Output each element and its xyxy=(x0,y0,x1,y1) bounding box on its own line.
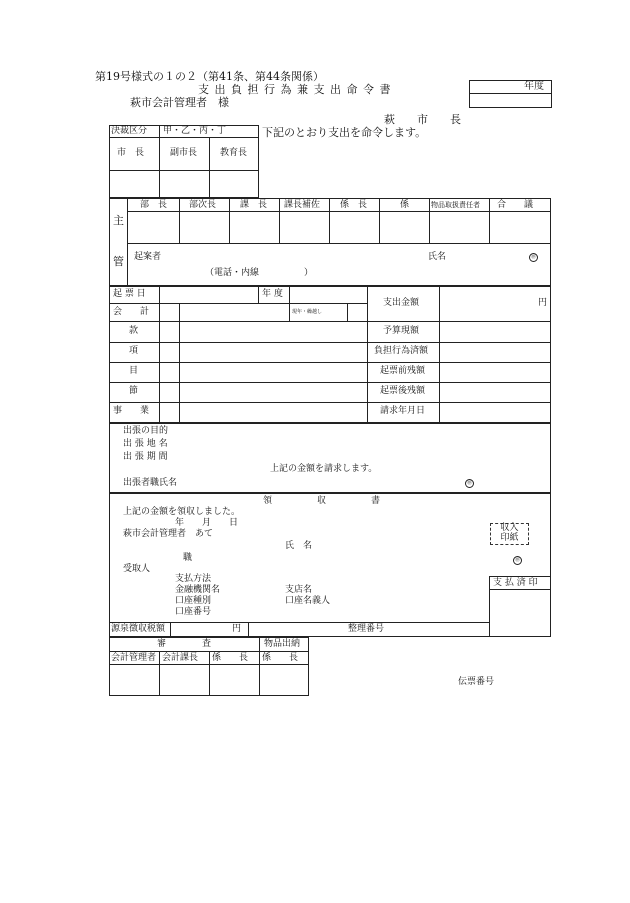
dept-side-top: 主 xyxy=(113,214,124,227)
col-subsection-chief: 係 長 xyxy=(340,200,368,210)
decision-label: 決裁区分 xyxy=(111,126,148,136)
drafter-seal-icon: ㊞ xyxy=(530,254,536,260)
ledger-row-project: 事 業 xyxy=(113,406,150,416)
head-education: 教育長 xyxy=(220,148,248,158)
account-holder-label: 口座名義人 xyxy=(285,596,331,606)
ledger-row-kou: 項 xyxy=(129,346,139,356)
dept-side-bottom: 管 xyxy=(113,255,124,268)
col-section-chief: 課 長 xyxy=(240,200,268,210)
revenue-stamp-text-2: 印紙 xyxy=(500,533,519,543)
account-type-label: 口座種別 xyxy=(175,596,212,606)
receipt-job-label: 職 xyxy=(183,553,193,563)
trip-purpose-label: 出張の目的 xyxy=(123,426,169,436)
post-balance-label: 起票後残額 xyxy=(380,386,426,396)
receipt-title: 領 収 書 xyxy=(263,496,381,506)
withholding-label: 源泉徴収税額 xyxy=(111,624,166,634)
receiver-seal-icon: ㊞ xyxy=(514,557,520,563)
voucher-number-label: 伝票番号 xyxy=(458,677,495,687)
col-staff: 係 xyxy=(400,200,410,210)
form-title: 支 出 負 担 行 為 兼 支 出 命 令 書 xyxy=(198,83,392,96)
col-assistant-chief: 課長補佐 xyxy=(284,200,321,210)
bank-label: 金融機関名 xyxy=(175,585,221,595)
audit-col-subchief: 係 長 xyxy=(212,653,249,663)
fiscal-year-label: 年度 xyxy=(524,81,544,92)
goods-label: 物品出納 xyxy=(264,639,301,649)
trip-period-label: 出 張 期 間 xyxy=(123,452,168,462)
mayor-title: 萩 市 長 xyxy=(384,113,461,126)
form-number: 第19号様式の１の２（第41条、第44条関係） xyxy=(95,70,324,83)
pre-balance-label: 起票前残額 xyxy=(380,366,426,376)
ledger-special-label: 現年・繰越し xyxy=(292,309,323,315)
ledger-account-label: 会 計 xyxy=(113,307,150,317)
account-number-label: 口座番号 xyxy=(175,607,212,617)
request-date-label: 請求年月日 xyxy=(380,406,426,416)
ledger-row-setsu: 節 xyxy=(129,386,139,396)
receipt-to: 萩市会計管理者 あて xyxy=(123,529,214,539)
audit-col-accounting-chief: 会計課長 xyxy=(162,653,199,663)
budget-label: 予算現額 xyxy=(383,326,420,336)
committed-label: 負担行為済額 xyxy=(374,346,429,356)
pay-method-label: 支払方法 xyxy=(175,574,212,584)
traveler-seal-icon: ㊞ xyxy=(466,480,472,486)
traveler-label: 出張者職氏名 xyxy=(123,478,178,488)
branch-label: 支店名 xyxy=(285,585,313,595)
drafter-label: 起案者 xyxy=(134,252,162,262)
goods-col-subchief: 係 長 xyxy=(262,653,299,663)
ledger-date-label: 起 票 日 xyxy=(113,289,146,299)
revenue-stamp-text-1: 収入 xyxy=(500,523,519,533)
ledger-row-kan: 款 xyxy=(129,326,139,336)
col-consultation: 合 議 xyxy=(497,200,534,210)
drafter-name-label: 氏名 xyxy=(428,252,447,262)
amount-label: 支出金額 xyxy=(383,298,420,308)
decision-options[interactable]: 甲・乙・丙・丁 xyxy=(163,126,227,136)
receipt-name-label: 氏 名 xyxy=(285,541,313,551)
audit-label: 審 査 xyxy=(157,639,212,649)
head-mayor: 市 長 xyxy=(117,148,145,158)
receipt-date: 年 月 日 xyxy=(175,518,239,528)
receipt-received-text: 上記の金額を領収しました。 xyxy=(123,507,241,517)
trip-place-label: 出 張 地 名 xyxy=(123,439,168,449)
ledger-year-label: 年 度 xyxy=(262,289,283,299)
head-vice-mayor: 副市長 xyxy=(170,148,198,158)
phone-label: （電話・内線 ） xyxy=(205,268,314,278)
col-goods-manager: 物品取扱責任者 xyxy=(431,201,480,209)
paid-stamp-label: 支 払 済 印 xyxy=(493,578,538,588)
col-deputy-head: 部次長 xyxy=(189,200,217,210)
ledger-row-moku: 目 xyxy=(129,366,139,376)
receiver-label: 受取人 xyxy=(123,564,151,574)
amount-yen: 円 xyxy=(538,298,548,308)
col-dept-head: 部 長 xyxy=(140,200,168,210)
serial-label: 整理番号 xyxy=(348,624,385,634)
audit-col-treasurer: 会計管理者 xyxy=(111,653,157,663)
command-text: 下記のとおり支出を命令します。 xyxy=(262,126,427,139)
trip-request-text: 上記の金額を請求します。 xyxy=(270,464,378,474)
addressee: 萩市会計管理者 様 xyxy=(130,96,229,109)
withholding-yen: 円 xyxy=(232,624,242,634)
